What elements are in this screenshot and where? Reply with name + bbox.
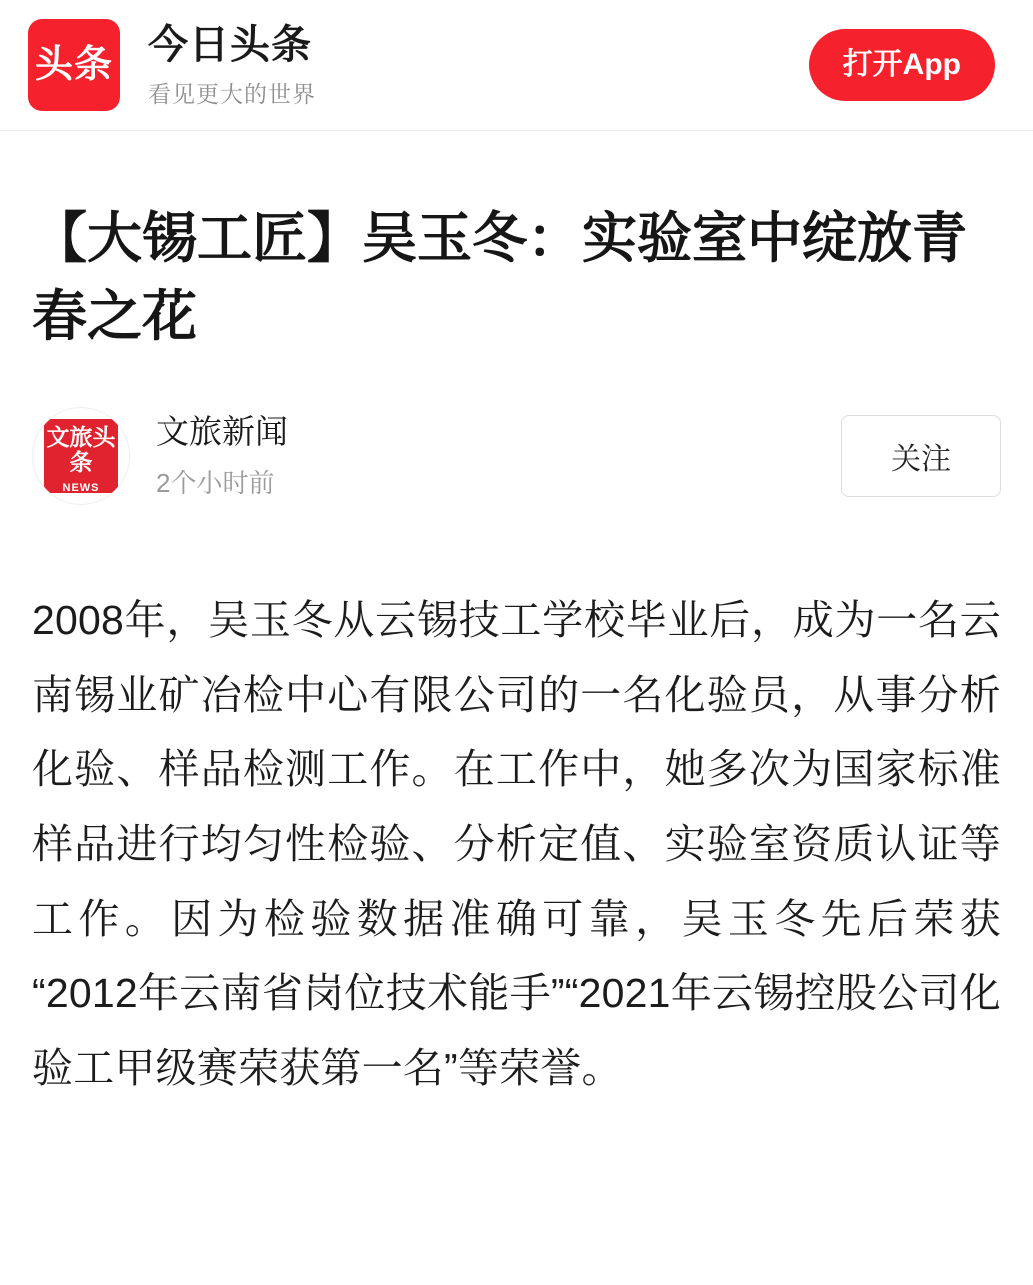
avatar-logo-icon bbox=[44, 419, 118, 493]
avatar[interactable] bbox=[32, 407, 130, 505]
toutiao-logo-icon bbox=[28, 19, 120, 111]
follow-button[interactable]: 关注 bbox=[841, 415, 1001, 497]
page-title: 【大锡工匠】吴玉冬：实验室中绽放青春之花 bbox=[32, 207, 968, 348]
publish-time: 2个小时前 bbox=[156, 468, 275, 499]
source-name[interactable]: 文旅新闻 bbox=[156, 412, 288, 450]
source-block bbox=[156, 412, 288, 501]
brand-title: 今日头条 bbox=[148, 22, 312, 67]
article-container bbox=[0, 199, 1033, 1105]
app-header bbox=[0, 0, 1033, 131]
avatar-sub-text: NEWS bbox=[62, 482, 100, 495]
avatar-main-text: 文旅头条 bbox=[46, 424, 116, 476]
brand-subtitle: 看见更大的世界 bbox=[148, 80, 316, 107]
open-app-button[interactable]: 打开App bbox=[809, 29, 995, 101]
brand-block bbox=[148, 22, 316, 109]
article-body: 2008年，吴玉冬从云锡技工学校毕业后，成为一名云南锡业矿冶检中心有限公司的一名化验员，从事分析化验、样品检测工作。在工作中，她多次为国家标准样品进行均匀性检验、分析定值、实验室资质认证等工作。因为检验数据准确可靠，吴玉冬先后荣获“2012年云南省岗位技术能手”“2021年云锡控股公司化验工甲级赛荣获第一名”等荣誉。 bbox=[32, 597, 1001, 1091]
article-meta bbox=[32, 407, 1001, 505]
logo-text: 头条 bbox=[34, 44, 113, 86]
